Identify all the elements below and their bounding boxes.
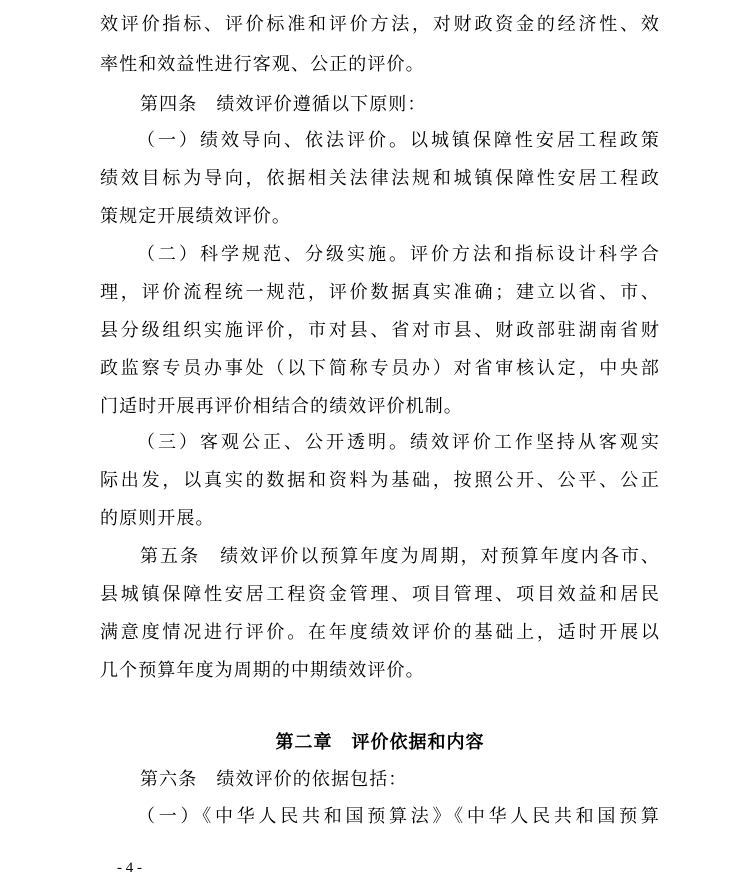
- body-line: （一）《中华人民共和国预算法》《中华人民共和国预算: [137, 806, 660, 827]
- body-line: 的原则开展。: [100, 508, 215, 529]
- body-line: 几个预算年度为周期的中期绩效评价。: [100, 660, 425, 681]
- body-line: （一）绩效导向、依法评价。以城镇保障性安居工程政策: [137, 130, 660, 151]
- article-5-heading: 第五条 绩效评价以预算年度为周期，对预算年度内各市、: [140, 546, 660, 567]
- body-line: 县分级组织实施评价，市对县、省对市县、财政部驻湖南省财: [100, 320, 660, 341]
- body-line: 际出发，以真实的数据和资料为基础，按照公开、公平、公正: [100, 470, 660, 491]
- body-line: 政监察专员办事处（以下简称专员办）对省审核认定，中央部: [100, 358, 660, 379]
- body-line: 策规定开展绩效评价。: [100, 206, 291, 227]
- body-line: 满意度情况进行评价。在年度绩效评价的基础上，适时开展以: [100, 622, 660, 643]
- body-line: 绩效目标为导向，依据相关法律法规和城镇保障性安居工程政: [100, 168, 660, 189]
- body-line: 效评价指标、评价标准和评价方法，对财政资金的经济性、效: [100, 14, 660, 35]
- chapter-title: 第二章 评价依据和内容: [275, 732, 485, 753]
- page-number: - 4 -: [117, 860, 142, 876]
- article-6-heading: 第六条 绩效评价的依据包括：: [140, 769, 408, 790]
- body-line: （二）科学规范、分级实施。评价方法和指标设计科学合: [137, 244, 660, 265]
- article-4-heading: 第四条 绩效评价遵循以下原则：: [140, 94, 427, 115]
- body-line: 理，评价流程统一规范，评价数据真实准确；建立以省、市、: [100, 282, 660, 303]
- body-line: 县城镇保障性安居工程资金管理、项目管理、项目效益和居民: [100, 584, 660, 605]
- body-line: （三）客观公正、公开透明。绩效评价工作坚持从客观实: [137, 432, 660, 453]
- body-line: 门适时开展再评价相结合的绩效评价机制。: [100, 396, 463, 417]
- body-line: 率性和效益性进行客观、公正的评价。: [100, 54, 425, 75]
